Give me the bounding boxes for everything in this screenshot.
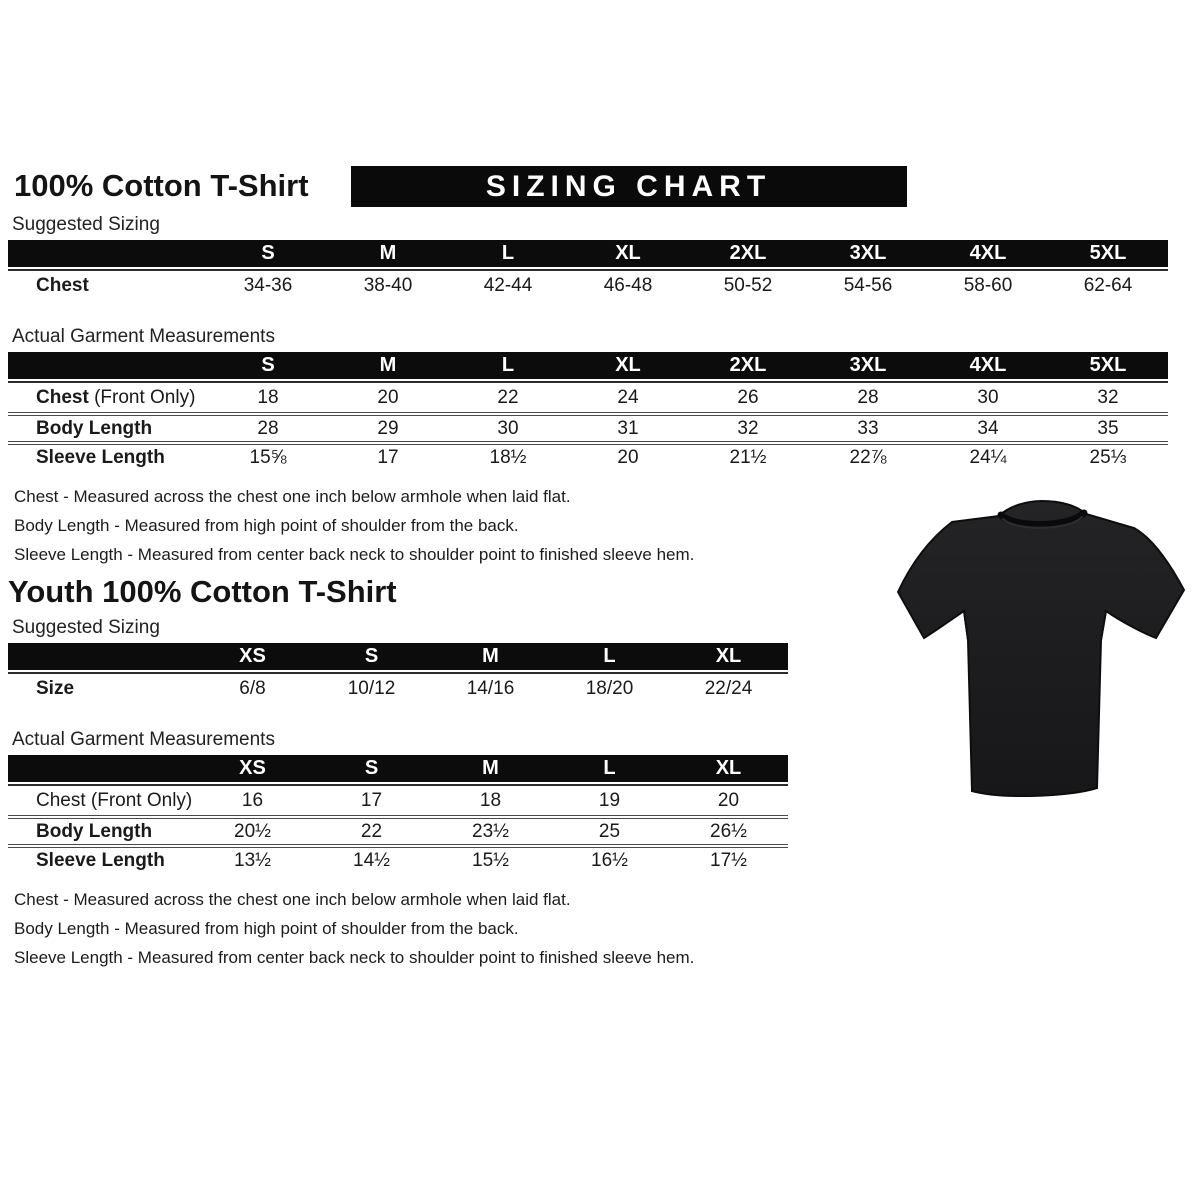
- adult-actual-header-row: [8, 352, 1168, 379]
- adult-actual-measurements-table: [8, 352, 1168, 470]
- column-header: S: [261, 242, 275, 264]
- cell: 25: [598, 820, 621, 842]
- column-header: 4XL: [969, 354, 1007, 376]
- column-header: XS: [239, 757, 266, 779]
- cell: 34: [977, 417, 999, 439]
- adult-actual-measurements-label: Actual Garment Measurements: [12, 326, 275, 347]
- column-header: L: [603, 645, 616, 667]
- cell: 10/12: [347, 677, 396, 699]
- sizing-chart-banner: [351, 166, 907, 207]
- youth-actual-measurements-table: [8, 755, 788, 873]
- table-row-size: [8, 674, 788, 703]
- cell: 20: [377, 386, 399, 408]
- youth-suggested-header-row: [8, 643, 788, 670]
- cell: 18: [479, 789, 502, 811]
- row-label: [8, 275, 208, 297]
- cell: 22: [360, 820, 383, 842]
- row-label-text: Body Length: [36, 417, 153, 439]
- column-header: L: [603, 757, 616, 779]
- row-label: [8, 678, 193, 700]
- table-row-sleeve-length: [8, 441, 1168, 470]
- cell: 50-52: [723, 274, 773, 296]
- cell: 30: [977, 386, 999, 408]
- cell: 25⅓: [1089, 446, 1127, 468]
- row-label-suffix: Chest (Front Only): [36, 789, 193, 811]
- cell: 17½: [710, 849, 747, 871]
- cell: 20½: [234, 820, 271, 842]
- cell: 28: [857, 386, 879, 408]
- table-row-body-length: [8, 815, 788, 844]
- youth-section-title: Youth 100% Cotton T-Shirt: [8, 574, 397, 609]
- cell: 26: [737, 386, 759, 408]
- table-row-chest-front-only: [8, 786, 788, 815]
- cell: 13½: [234, 849, 271, 871]
- cell: 6/8: [239, 677, 266, 699]
- column-header: M: [482, 757, 499, 779]
- cell: 20: [717, 789, 740, 811]
- header: [8, 166, 1200, 207]
- cell: 20: [617, 446, 639, 468]
- youth-actual-measurements-label: Actual Garment Measurements: [12, 729, 275, 750]
- column-header: M: [379, 242, 397, 264]
- black-tshirt-photo: [893, 488, 1193, 806]
- youth-suggested-sizing-table: [8, 643, 788, 703]
- row-label: [8, 850, 193, 872]
- youth-actual-header-row: [8, 755, 788, 782]
- cell: 14½: [353, 849, 390, 871]
- cell: 32: [737, 417, 759, 439]
- cell: 14/16: [466, 677, 515, 699]
- cell: 22: [497, 386, 519, 408]
- row-label: [8, 418, 208, 440]
- column-header: XL: [615, 354, 641, 376]
- row-label-text: Chest: [36, 274, 89, 296]
- cell: 29: [377, 417, 399, 439]
- adult-suggested-sizing-table: [8, 240, 1168, 300]
- cell: 19: [598, 789, 621, 811]
- cell: 15⅝: [249, 446, 287, 468]
- row-label: [8, 387, 208, 409]
- cell: 22⅞: [849, 446, 887, 468]
- measurement-note-sleeve-length: Sleeve Length - Measured from center back neck to shoulder point to finished sleeve hem.: [14, 948, 695, 967]
- row-label-text: Sleeve Length: [36, 446, 165, 468]
- youth-suggested-sizing-label: Suggested Sizing: [12, 617, 160, 638]
- cell: 58-60: [963, 274, 1013, 296]
- row-label: [8, 790, 193, 812]
- column-header: L: [501, 354, 515, 376]
- cell: 32: [1097, 386, 1119, 408]
- cell: 38-40: [363, 274, 413, 296]
- cell: 34-36: [243, 274, 293, 296]
- row-label-text: Size: [36, 677, 75, 699]
- cell: 46-48: [603, 274, 653, 296]
- cell: 24: [617, 386, 639, 408]
- row-label: [8, 447, 208, 469]
- cell: 18: [257, 386, 279, 408]
- cell: 18½: [489, 446, 527, 468]
- page-title: 100% Cotton T-Shirt: [14, 168, 309, 203]
- row-label-text: Body Length: [36, 820, 153, 842]
- cell: 62-64: [1083, 274, 1133, 296]
- adult-suggested-sizing-label: Suggested Sizing: [12, 214, 160, 235]
- column-header: S: [261, 354, 275, 376]
- measurement-note-body-length: Body Length - Measured from high point of shoulder from the back.: [14, 919, 519, 938]
- column-header: 5XL: [1089, 242, 1127, 264]
- column-header: 4XL: [969, 242, 1007, 264]
- cell: 15½: [472, 849, 509, 871]
- cell: 28: [257, 417, 279, 439]
- cell: 24¼: [969, 446, 1007, 468]
- table-row-body-length: [8, 412, 1168, 441]
- column-header: L: [501, 242, 515, 264]
- measurement-note-chest: Chest - Measured across the chest one inch below armhole when laid flat.: [14, 890, 571, 909]
- table-row-sleeve-length: [8, 844, 788, 873]
- column-header: 5XL: [1089, 354, 1127, 376]
- cell: 35: [1097, 417, 1119, 439]
- cell: 16½: [591, 849, 628, 871]
- youth-measurement-notes: [14, 890, 1200, 967]
- cell: 17: [360, 789, 383, 811]
- column-header: XL: [715, 645, 742, 667]
- adult-suggested-header-row: [8, 240, 1168, 267]
- row-label-text: Sleeve Length: [36, 849, 165, 871]
- cell: 17: [377, 446, 399, 468]
- column-header: M: [379, 354, 397, 376]
- cell: 42-44: [483, 274, 533, 296]
- column-header: M: [482, 645, 499, 667]
- column-header: 3XL: [849, 242, 887, 264]
- row-label-suffix: (Front Only): [88, 386, 196, 408]
- measurement-note-sleeve-length: Sleeve Length - Measured from center back neck to shoulder point to finished sleeve hem.: [14, 545, 695, 564]
- cell: 16: [241, 789, 264, 811]
- column-header: XL: [715, 757, 742, 779]
- cell: 21½: [729, 446, 767, 468]
- column-header: S: [364, 645, 379, 667]
- measurement-note-body-length: Body Length - Measured from high point of shoulder from the back.: [14, 516, 519, 535]
- cell: 26½: [710, 820, 747, 842]
- cell: 18/20: [585, 677, 634, 699]
- row-label-text: Chest: [36, 386, 89, 408]
- column-header: S: [364, 757, 379, 779]
- table-row-chest: [8, 271, 1168, 300]
- cell: 31: [617, 417, 639, 439]
- column-header: 3XL: [849, 354, 887, 376]
- cell: 22/24: [704, 677, 753, 699]
- sizing-chart-banner-label: SIZING CHART: [485, 169, 772, 203]
- column-header: XS: [239, 645, 266, 667]
- cell: 33: [857, 417, 879, 439]
- column-header: 2XL: [729, 354, 767, 376]
- cell: 54-56: [843, 274, 893, 296]
- table-row-chest-front-only: [8, 383, 1168, 412]
- tshirt-graphic: [893, 488, 1193, 806]
- cell: 23½: [472, 820, 509, 842]
- cell: 30: [497, 417, 519, 439]
- row-label: [8, 821, 193, 843]
- column-header: XL: [615, 242, 641, 264]
- measurement-note-chest: Chest - Measured across the chest one inch below armhole when laid flat.: [14, 487, 571, 506]
- column-header: 2XL: [729, 242, 767, 264]
